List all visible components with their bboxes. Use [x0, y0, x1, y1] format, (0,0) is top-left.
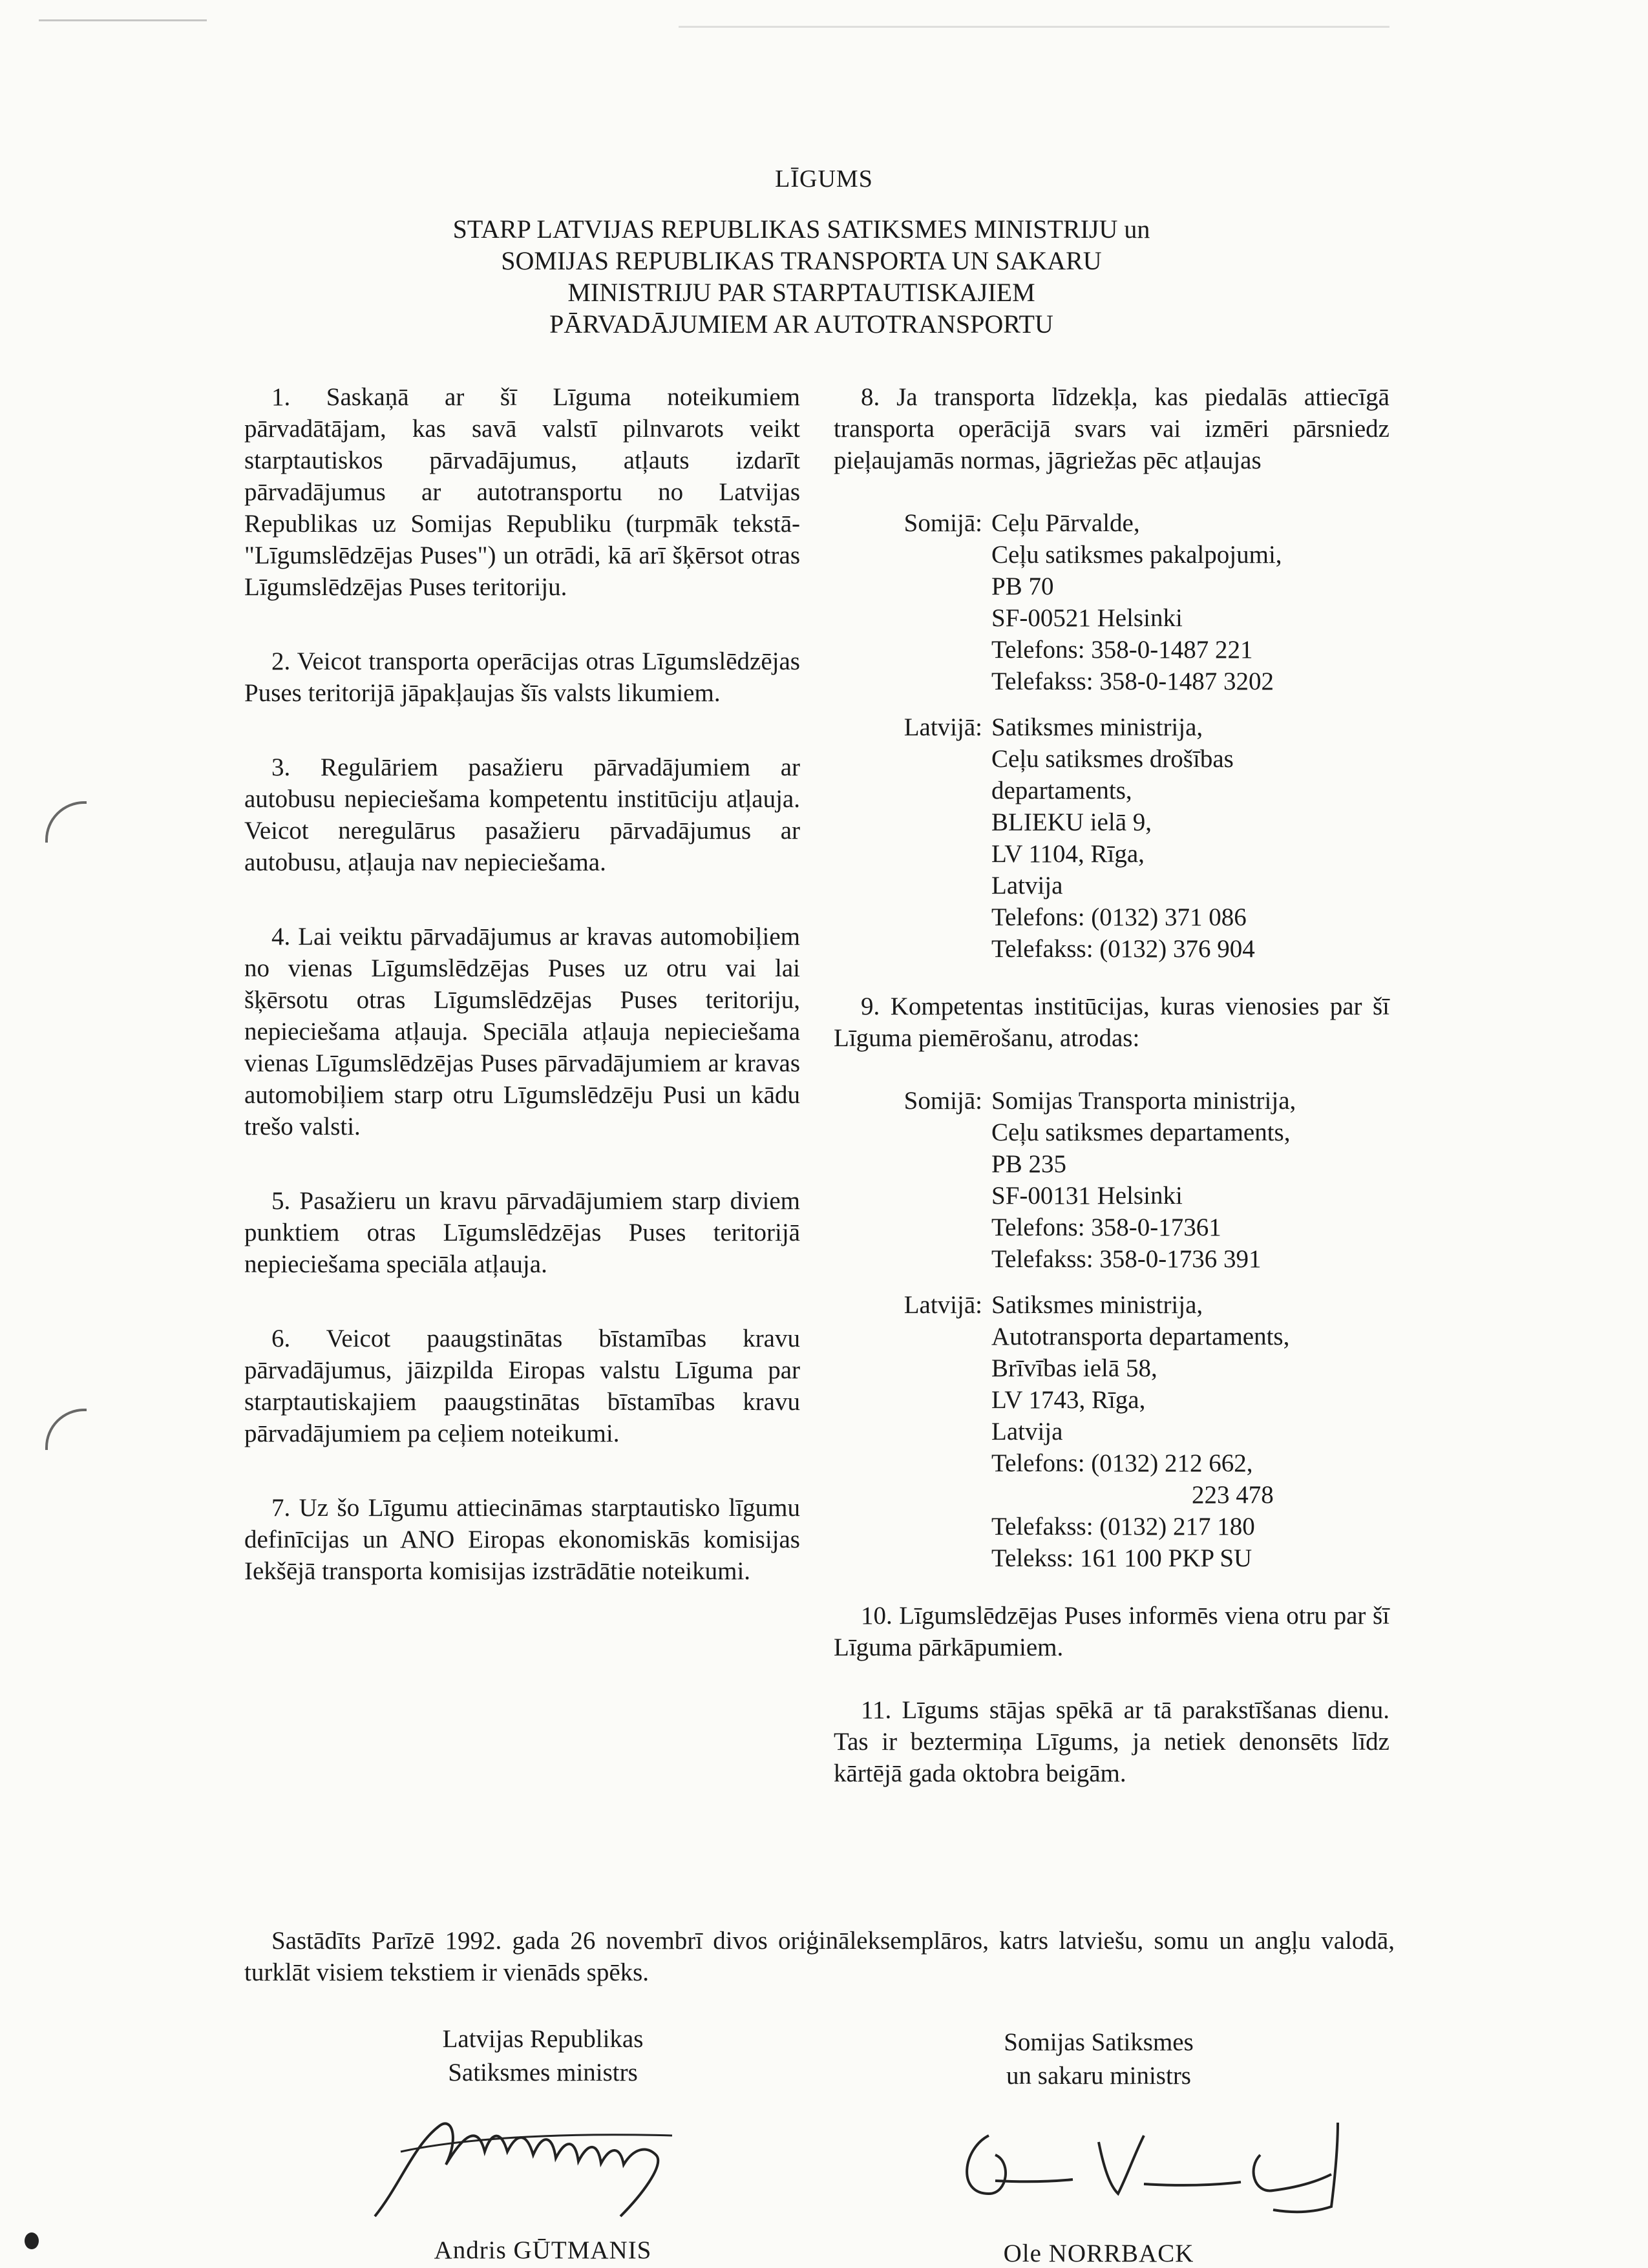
address-line: PB 235	[991, 1150, 1066, 1178]
address-line: LV 1743, Rīga,	[991, 1386, 1146, 1414]
address-line: Telefakss: 358-0-1487 3202	[991, 667, 1274, 695]
address-line: Latvija	[991, 872, 1063, 899]
address-line: Autotransporta departaments,	[991, 1323, 1290, 1350]
closing-statement: Sastādīts Parīzē 1992. gada 26 novembrī divos oriģināleksemplāros, katrs latviešu, somu un angļu valodā, turklāt visiem tekstiem ir vienāds spēks.	[244, 1927, 1395, 1986]
address-country: Latvijā:	[903, 713, 982, 741]
address-block	[834, 1289, 1389, 1574]
article-paragraph: 11. Līgums stājas spēkā ar tā parakstīšanas dienu. Tas ir beztermiņa Līgums, ja netiek denonsēts līdz kārtējā gada oktobra beigām.	[834, 1696, 1389, 1787]
subtitle-line: PĀRVADĀJUMIEM AR AUTOTRANSPORTU	[549, 310, 1053, 339]
document-subtitle	[362, 213, 1241, 340]
address-line: PB 70	[991, 572, 1054, 600]
left-column	[244, 381, 800, 1630]
address-line: Brīvības ielā 58,	[991, 1354, 1157, 1382]
signatory-org-line: Somijas Satiksmes	[1004, 2028, 1194, 2056]
article-paragraph: 1. Saskaņā ar šī Līguma noteikumiem pārvadātājam, kas savā valstī pilnvarots veikt starptautiskos pārvadājumus, atļauts izdarīt pārvadājumus ar autotransportu no Latvijas Republikas uz Somijas Republiku (turpmāk tekstā-"Līgumslēdzējas Puses") un otrādi, kā arī šķērsot otras Līgumslēdzējas Puses teritoriju.	[244, 383, 800, 601]
article-paragraph: 5. Pasažieru un kravu pārvadājumiem starp diviem punktiem otras Līgumslēdzējas Puses teritorijā nepieciešama speciāla atļauja.	[244, 1187, 800, 1278]
signatory-org-line: Satiksmes ministrs	[448, 2059, 638, 2086]
address-block	[834, 711, 1389, 965]
address-line: Satiksmes ministrija,	[991, 1291, 1203, 1319]
article-paragraph: 8. Ja transporta līdzekļa, kas piedalās attiecīgā transporta operācijā svars vai izmēri pārsniedz pieļaujamās normas, jāgriežas pēc atļaujas	[834, 383, 1389, 474]
scan-artifact-line	[39, 19, 207, 21]
address-lines	[991, 1289, 1389, 1574]
address-line: Somijas Transporta ministrija,	[991, 1087, 1296, 1115]
address-line: Telefakss: (0132) 217 180	[991, 1513, 1255, 1540]
address-country: Somijā:	[903, 509, 982, 537]
article-paragraph: 6. Veicot paaugstinātas bīstamības kravu pārvadājumus, jāizpilda Eiropas valstu Līguma par starptautiskajiem paaugstinātas bīstamības kravu pārvadājumiem pa ceļiem noteikumi.	[244, 1325, 800, 1447]
punch-hole-mark	[45, 801, 87, 843]
subtitle-line: MINISTRIJU PAR STARPTAUTISKAJIEM	[567, 278, 1035, 307]
address-line: Telefakss: 358-0-1736 391	[991, 1245, 1262, 1273]
article-paragraph: 4. Lai veiktu pārvadājumus ar kravas automobiļiem no vienas Līgumslēdzējas Puses uz otru vai lai šķērsotu otras Līgumslēdzējas Puses teritoriju, nepieciešama atļauja. Speciāla atļauja nepieciešama vienas Līgumslēdzējas Puses pārvadājumiem ar kravas automobiļiem starp otru Līgumslēdzēju Pusi un kādu trešo valsti.	[244, 923, 800, 1140]
signatory-name-left: Andris GŪTMANIS	[434, 2236, 652, 2264]
article-paragraph: 9. Kompetentas institūcijas, kuras vienosies par šī Līguma piemērošanu, atrodas:	[834, 992, 1389, 1052]
punch-hole-mark	[45, 1409, 87, 1450]
address-line: LV 1104, Rīga,	[991, 840, 1145, 868]
scan-artifact-line	[679, 26, 1389, 28]
address-line: Telefakss: (0132) 376 904	[991, 935, 1255, 963]
signatory-right	[918, 2026, 1280, 2093]
signatory-org-line: un sakaru ministrs	[1006, 2062, 1191, 2090]
address-line: Ceļu Pārvalde,	[991, 509, 1140, 537]
address-line: 223 478	[1192, 1481, 1274, 1509]
address-line: Telekss: 161 100 PKP SU	[991, 1544, 1252, 1572]
address-line: departaments,	[991, 777, 1132, 804]
address-lines	[991, 507, 1389, 697]
address-line: Satiksmes ministrija,	[991, 713, 1203, 741]
address-line: Ceļu satiksmes drošības	[991, 745, 1234, 773]
address-country: Somijā:	[903, 1087, 982, 1115]
address-line: Ceļu satiksmes pakalpojumi,	[991, 541, 1282, 569]
address-block	[834, 1085, 1389, 1275]
signatory-org-line: Latvijas Republikas	[442, 2025, 644, 2053]
address-lines	[991, 1085, 1389, 1275]
scan-speck	[25, 2232, 39, 2249]
address-lines	[991, 711, 1389, 965]
signature-right	[950, 2110, 1364, 2232]
signatory-name-right: Ole NORRBACK	[1003, 2240, 1194, 2267]
subtitle-line: SOMIJAS REPUBLIKAS TRANSPORTA UN SAKARU	[501, 246, 1102, 275]
address-line: Telefons: (0132) 371 086	[991, 903, 1247, 931]
address-line: Telefons: (0132) 212 662,	[991, 1449, 1253, 1477]
article-paragraph: 3. Regulāriem pasažieru pārvadājumiem ar autobusu nepieciešama kompetentu institūciju atļauja. Veicot neregulārus pasažieru pārvadājumus ar autobusu, atļauja nav nepieciešama.	[244, 753, 800, 876]
article-paragraph: 2. Veicot transporta operācijas otras Līgumslēdzējas Puses teritorijā jāpakļaujas šīs valsts likumiem.	[244, 647, 800, 707]
address-block	[834, 507, 1389, 697]
signatory-left	[362, 2022, 724, 2090]
address-line: Telefons: 358-0-1487 221	[991, 636, 1253, 664]
address-line: Ceļu satiksmes departaments,	[991, 1118, 1291, 1146]
subtitle-line: STARP LATVIJAS REPUBLIKAS SATIKSMES MINISTRIJU un	[452, 215, 1150, 244]
address-line: BLIEKU ielā 9,	[991, 808, 1152, 836]
article-paragraph: 7. Uz šo Līgumu attiecināmas starptautisko līgumu definīcijas un ANO Eiropas ekonomiskās komisijas Iekšējā transporta komisijas izstrādātie noteikumi.	[244, 1494, 800, 1585]
address-country: Latvijā:	[903, 1291, 982, 1319]
signature-left	[362, 2087, 724, 2223]
right-column	[834, 381, 1389, 1820]
article-paragraph: 10. Līgumslēdzējas Puses informēs viena otru par šī Līguma pārkāpumiem.	[834, 1602, 1389, 1661]
address-line: SF-00521 Helsinki	[991, 604, 1183, 632]
address-line: Telefons: 358-0-17361	[991, 1213, 1221, 1241]
address-line: Latvija	[991, 1418, 1063, 1445]
address-line: SF-00131 Helsinki	[991, 1182, 1183, 1210]
document-title: LĪGUMS	[775, 165, 873, 193]
